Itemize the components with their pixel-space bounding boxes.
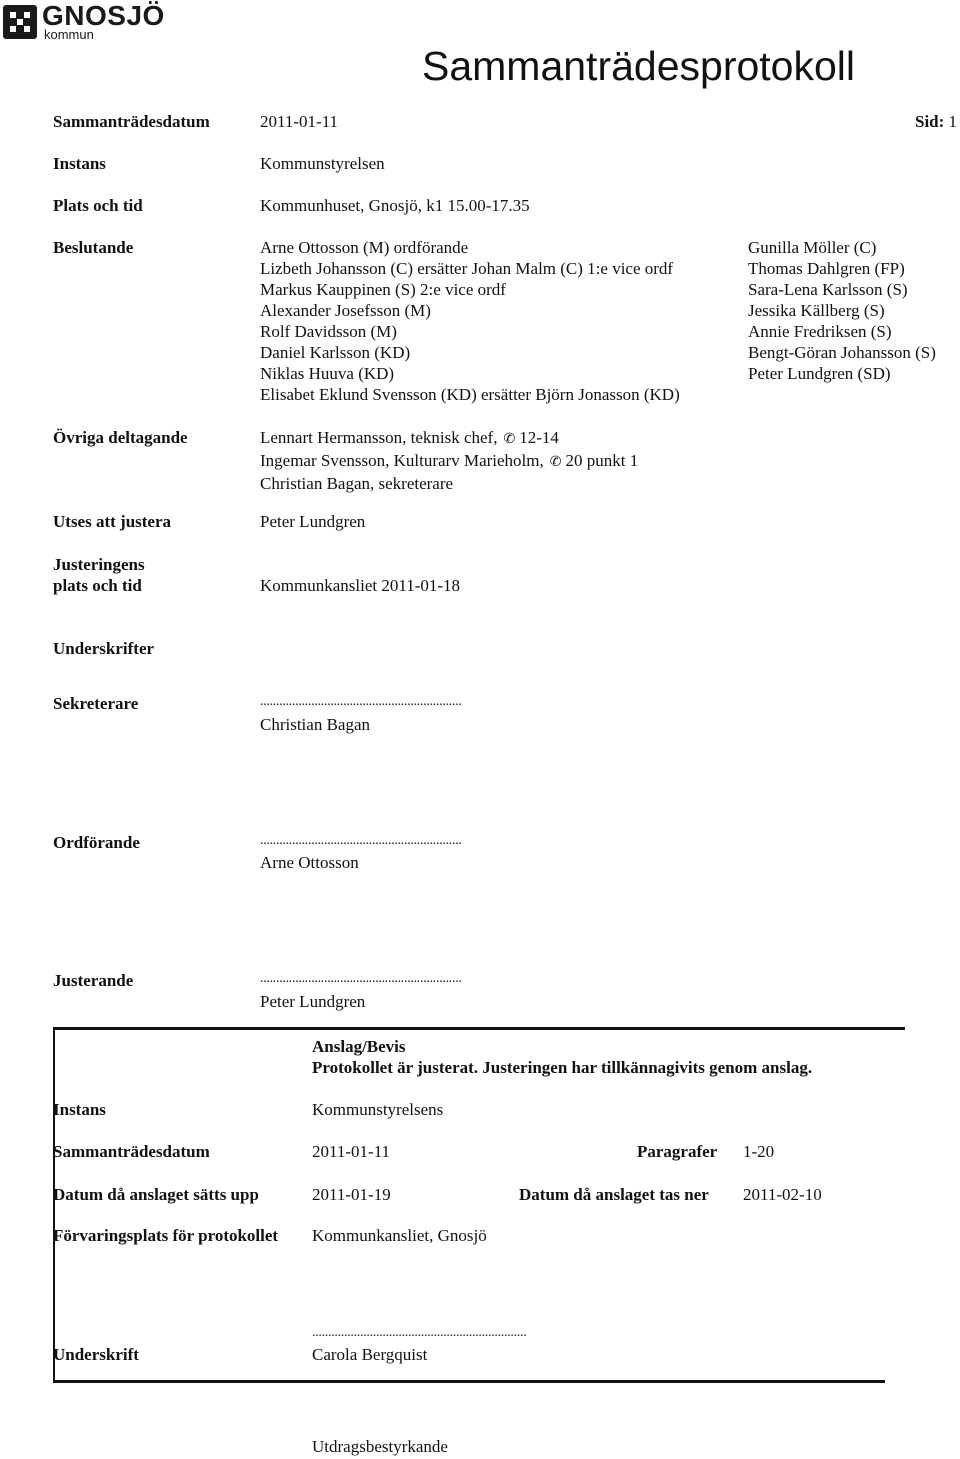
appointed-label: Utses att justera: [53, 512, 172, 531]
secretary-label: Sekreterare: [53, 694, 139, 713]
instance-label: Instans: [53, 154, 106, 173]
notice-removed-label: Datum då anslaget tas ner: [519, 1185, 709, 1204]
member-item: Jessika Källberg (S): [748, 301, 885, 320]
notice-removed-value: 2011-02-10: [743, 1185, 822, 1204]
notice-instance-value: Kommunstyrelsens: [312, 1100, 444, 1119]
others-label: Övriga deltagande: [53, 428, 188, 447]
member-item: Thomas Dahlgren (FP): [748, 259, 905, 278]
page-title: Sammanträdesprotokoll: [422, 43, 855, 89]
others-list: [260, 427, 638, 494]
municipal-crest-icon: [2, 4, 38, 40]
notice-top-rule: [53, 1027, 905, 1030]
meeting-date-value: 2011-01-11: [260, 112, 339, 131]
notice-posted-label: Datum då anslaget sätts upp: [53, 1185, 259, 1204]
meeting-date-label: Sammanträdesdatum: [53, 112, 210, 131]
adjust-place-label-1: Justeringens: [53, 555, 145, 574]
notice-signature-name: Carola Bergquist: [312, 1345, 428, 1364]
adjuster-label: Justerande: [53, 971, 134, 990]
notice-statement: Protokollet är justerat. Justeringen har tillkännagivits genom anslag.: [312, 1058, 813, 1077]
notice-posted-value: 2011-01-19: [312, 1185, 391, 1204]
chair-name: Arne Ottosson: [260, 853, 359, 872]
notice-storage-label: Förvaringsplats för protokollet: [53, 1226, 279, 1245]
adjust-place-label-2: plats och tid: [53, 576, 142, 595]
participant-item: Christian Bagan, sekreterare: [260, 474, 454, 493]
member-item: Markus Kauppinen (S) 2:e vice ordf: [260, 280, 506, 299]
notice-paragraphs-label: Paragrafer: [637, 1142, 718, 1161]
chair-label: Ordförande: [53, 833, 140, 852]
member-item: Lizbeth Johansson (C) ersätter Johan Malm (C) 1:e vice ordf: [260, 259, 674, 278]
secretary-name: Christian Bagan: [260, 715, 371, 734]
phone-icon: ✆: [503, 432, 516, 447]
logo-subtitle: kommun: [44, 27, 94, 42]
notice-heading: Anslag/Bevis: [312, 1037, 406, 1056]
notice-instance-label: Instans: [53, 1100, 106, 1119]
member-item: Elisabet Eklund Svensson (KD) ersätter Björn Jonasson (KD): [260, 385, 680, 404]
signatures-heading: Underskrifter: [53, 639, 155, 658]
member-item: Alexander Josefsson (M): [260, 301, 431, 320]
notice-date-value: 2011-01-11: [312, 1142, 391, 1161]
phone-icon: ✆: [549, 455, 562, 470]
notice-signature-label: Underskrift: [53, 1345, 139, 1364]
instance-value: Kommunstyrelsen: [260, 154, 385, 173]
gnosjo-logo: [2, 0, 165, 44]
logo-name: GNOSJÖ: [42, 0, 165, 31]
adjust-place-value: Kommunkansliet 2011-01-18: [260, 576, 461, 595]
page-number-label: Sid:: [915, 112, 945, 131]
member-item: Gunilla Möller (C): [748, 238, 877, 257]
page-number: [915, 111, 957, 132]
notice-paragraphs-value: 1-20: [743, 1142, 775, 1161]
decision-makers-left-list: [260, 237, 680, 405]
notice-signature-line: ...................................................................: [312, 1325, 527, 1340]
member-item: Peter Lundgren (SD): [748, 364, 891, 383]
member-item: Niklas Huuva (KD): [260, 364, 395, 383]
place-value: Kommunhuset, Gnosjö, k1 15.00-17.35: [260, 196, 530, 215]
decision-makers-right-list: [748, 237, 936, 384]
notice-bottom-rule: [53, 1380, 885, 1383]
page-number-value: 1: [948, 112, 958, 131]
notice-storage-value: Kommunkansliet, Gnosjö: [312, 1226, 487, 1245]
decision-makers-label: Beslutande: [53, 238, 134, 257]
extract-label: Utdragsbestyrkande: [312, 1437, 448, 1456]
member-item: Sara-Lena Karlsson (S): [748, 280, 908, 299]
member-item: Annie Fredriksen (S): [748, 322, 892, 341]
participant-item: Lennart Hermansson, teknisk chef, ✆ 12-14: [260, 427, 638, 450]
member-item: Daniel Karlsson (KD): [260, 343, 411, 362]
notice-date-label: Sammanträdesdatum: [53, 1142, 210, 1161]
member-item: Bengt-Göran Johansson (S): [748, 343, 936, 362]
place-label: Plats och tid: [53, 196, 143, 215]
member-item: Rolf Davidsson (M): [260, 322, 397, 341]
adjuster-name: Peter Lundgren: [260, 992, 366, 1011]
appointed-value: Peter Lundgren: [260, 512, 366, 531]
chair-signature-line: ...............................................................: [260, 833, 462, 848]
notice-left-rule: [53, 1027, 55, 1383]
participant-item: Ingemar Svensson, Kulturarv Marieholm, ✆ 20 punkt 1: [260, 450, 638, 473]
adjuster-signature-line: ...............................................................: [260, 971, 462, 986]
secretary-signature-line: ...............................................................: [260, 694, 462, 709]
member-item: Arne Ottosson (M) ordförande: [260, 238, 469, 257]
